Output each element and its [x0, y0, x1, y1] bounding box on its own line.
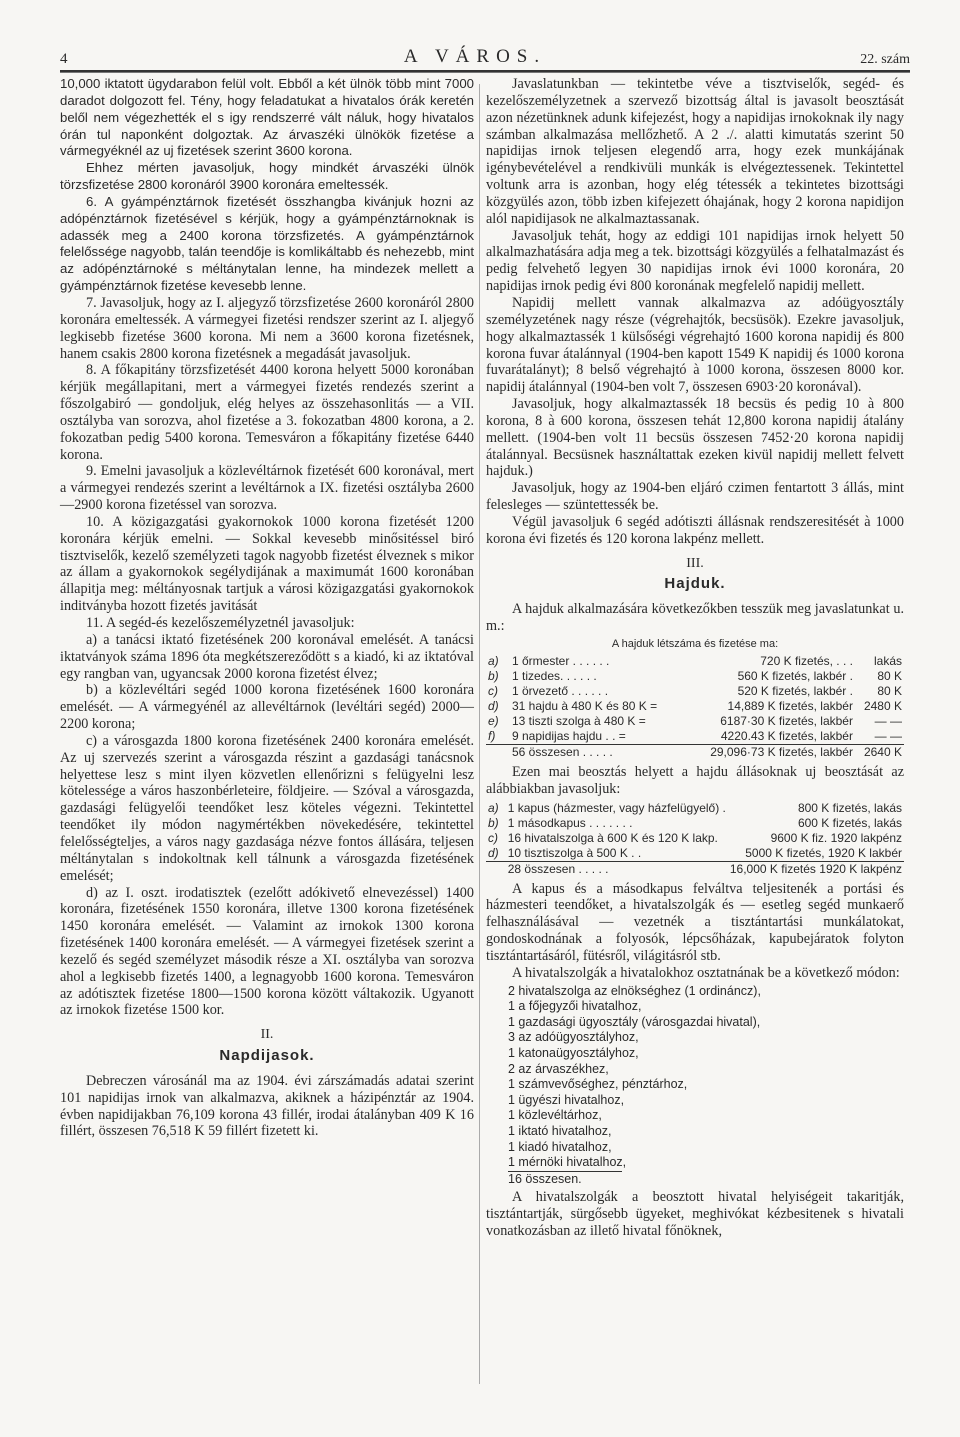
- hajduk-current-table: [486, 654, 904, 760]
- row-amount: 800 K fizetés, lakás: [797, 800, 902, 815]
- list-item: 1 számvevőséghez, pénztárhoz,: [508, 1077, 688, 1092]
- row-amount: 5000 K fizetés, 1920 K lakbér: [745, 845, 902, 860]
- row-description: 1 örvezető . . . . . .: [512, 683, 609, 698]
- paragraph: 8. A főkapitány törzsfizetését 4400 korona helyett 5000 koronában kérjük megállapitani, mert a vármegyei fizetés rendezés szerint a főszolgabiró — gondoljuk, elég helyes az összehasonlitás — a VII. osztályba van sorozva, ahol fizetése a 3. fokozatban 4800 korona, a 2. fokozatban pedig 5400 korona. Temesváron a főkapitány fizetése 6440 korona.: [60, 362, 474, 463]
- row-mark: b): [488, 668, 499, 683]
- table-row: [486, 816, 904, 831]
- list-item: 2 az árvaszékhez,: [508, 1061, 609, 1076]
- table-row: [486, 669, 904, 684]
- paragraph: A hivatalszolgák a hivatalokhoz osztatnának be a következő módon:: [512, 964, 900, 981]
- list-item: 1 gazdasági ügyosztály (városgazdai hivatal),: [508, 1014, 761, 1029]
- total-amount: 29,096·73 K fizetés, lakbér: [684, 744, 855, 760]
- row-description: 9 napidijas hajdu . . =: [512, 728, 626, 743]
- right-column: [486, 76, 904, 1240]
- row-description: 10 tisztiszolga à 500 K . .: [507, 845, 642, 860]
- row-extra: lakás: [873, 653, 902, 668]
- list-item: 1 iktató hivatalhoz,: [508, 1123, 612, 1138]
- row-description: 1 tizedes. . . . . .: [512, 668, 597, 683]
- table-row: [486, 714, 904, 729]
- list-item: 2 hivatalszolga az elnökséghez (1 ordináncz),: [508, 983, 761, 998]
- paragraph: 10. A közigazgatási gyakornokok 1000 korona fizetését 1200 koronára kérjük emelni. — Sokkal kevesebb minősitéssel biró tisztviselők, kezelő személyzeti tagok nagyobb fizetést élveznek s mikor az állam a gyakornokok segélydijának a maximumát 1600 koronában állapitja meg: méltányosnak tartjuk a városi közigazgatási gyakornokok inditványba hozott fizetés javitását: [60, 513, 474, 615]
- row-description: 1 őrmester . . . . . .: [512, 653, 610, 668]
- row-extra: — —: [874, 713, 902, 728]
- row-mark: d): [488, 698, 499, 713]
- table-row: [486, 654, 904, 669]
- row-extra: — —: [874, 728, 902, 743]
- list-item: 3 az adóügyosztályhoz,: [508, 1030, 639, 1045]
- row-mark: c): [488, 683, 498, 698]
- table-total-row: [486, 744, 904, 760]
- table-row: [486, 684, 904, 699]
- table-row: [486, 831, 904, 846]
- paragraph: A hajduk alkalmazására következőkben tesszük meg javaslatunkat u. m.:: [486, 601, 904, 635]
- total-description: 56 összesen . . . . .: [510, 744, 684, 760]
- list-item: 1 ügyészi hivatalhoz,: [508, 1092, 625, 1107]
- paragraph: 9. Emelni javasoljuk a közlevéltárnok fizetését 600 koronával, mert a vármegyei rendezés szerint a levéltárnok a IX. fizetési osztályba 2600—2900 korona fizetéssel van sorozva.: [60, 463, 474, 514]
- left-column: [60, 76, 474, 1140]
- row-mark: e): [488, 713, 499, 728]
- paragraph: 11. A segéd-és kezelőszemélyzetnél javasoljuk:: [86, 615, 355, 631]
- section-number: III.: [686, 555, 704, 571]
- row-description: 31 hajdu à 480 K és 80 K =: [512, 698, 658, 713]
- table-row: [486, 846, 904, 862]
- paragraph: Javasoljuk, hogy alkalmaztassék 18 becsüs és pedig 10 à 800 korona, 8 à 600 korona, összesen tehát 12,800 korona napidij átalány mellett. (1904-ben volt 11 becsüs összesen 7452·20 korona napidij átalánnyal. Becsüsnek használtattak ezeken kivül napidij mellett felvett hajduk.): [486, 396, 904, 480]
- total-description: 28 összesen . . . . .: [506, 861, 728, 877]
- paragraph: Debreczen városánál ma az 1904. évi zárszámadás adatai szerint 101 napidijas irnok van alkalmazva, akiknek a házipénztár az 1904. évben napidijakban 76,109 korona 43 fillér, irodai átalányban 409 K 16 fillért, összesen 76,518 K 59 fillért fizetett ki.: [60, 1072, 474, 1140]
- header-rule: [60, 72, 910, 73]
- row-description: 1 kapus (házmester, vagy házfelügyelő) .: [507, 800, 726, 815]
- row-mark: b): [488, 815, 499, 830]
- table-row: [486, 729, 904, 745]
- paragraph: 7. Javasoljuk, hogy az I. aljegyző törzsfizetése 2600 koronáról 2800 koronára emeltessék. A vármegyei fizetési rendszer szerint az I. aljegyő legkisebb fizetése 3600 korona. Mi nem a 3600 korona fizetésnek, hanem csakis 2800 korona fizetésnek a megadását javasoljuk.: [60, 294, 474, 362]
- section-title: Hajduk.: [664, 575, 726, 593]
- page-header: [60, 44, 910, 72]
- assignment-list: [508, 984, 904, 1188]
- row-mark: a): [488, 653, 499, 668]
- row-amount: 520 K fizetés, lakbér .: [737, 683, 853, 698]
- list-total: 16 összesen.: [508, 1171, 622, 1188]
- row-amount: 4220.43 K fizetés, lakbér: [720, 728, 853, 743]
- row-description: 13 tiszti szolga à 480 K =: [512, 713, 646, 728]
- paragraph: Javasoljuk tehát, hogy az eddigi 101 napidijas irnok helyett 50 alkalmazhatására adja meg a tek. bizottsági közgyülés a felhatalmazást és pedig felvehető legyen 30 napidijas irnok évi 1000 koronára, 20 napidijas irnok pedig évi 800 koronának megfelelő napidij mellett.: [486, 227, 904, 295]
- paragraph: Végül javasoljuk 6 segéd adótiszti állásnak rendszeresitését à 1000 korona évi fizetés és 120 korona lakpénz mellett.: [486, 513, 904, 547]
- list-item: 1 kiadó hivatalhoz,: [508, 1139, 612, 1154]
- table-title: A hajduk létszáma és fizetése ma:: [611, 638, 779, 650]
- paragraph: Napidij mellett vannak alkalmazva az adóügyosztály személyzetének nagy része (végrehajtók, becsüsök). Ezekre javasoljuk, hogy alkalmaztassék 1 külsőségi végrehajtó 1600 korona napidij és 800 korona fuvar átalánnyal (1904-ben kapott 1549 K napidij és 1000 korona fuvarátalányt); 8 belső végrehajtó à 1000 korona, összesen 8000 kor. napidij átalánnyal (1904-ben volt 7, összesen 6903·20 koronával).: [486, 294, 904, 396]
- paragraph: Ehhez mérten javasoljuk, hogy mindkét árvaszéki ülnök törzsfizetése 2800 koronáról 3900 koronára emeltessék.: [60, 160, 474, 193]
- row-extra: 80 K: [877, 668, 902, 683]
- list-item: 1 közlevéltárhoz,: [508, 1108, 602, 1123]
- section-number: II.: [260, 1027, 274, 1043]
- paragraph: c) a városgazda 1800 korona fizetésének 2400 koronára emelését. Az uj szervezés szerint a városgazda részint a gazdasági tanácsnok helyettese lesz s mint ilyen közvetlen ellenőrizni s felügyelni lesz kötelessége a város haszonbérleteire, földjeire. — Szóval a városgazda, gazdasági felügyelői teendőket lesz köteles végezni. Tekintettel teendőket ily módon nagymértékben növekedésére, tekintettel felelősségteljes, a város nagy gazdasága nézve fontos állására, teljesen méltánytalan s indokoltnak kell tálnunk a városgazda fizetésének emelését;: [60, 732, 474, 884]
- paragraph: a) a tanácsi iktató fizetésének 200 koronával emelését. A tanácsi iktatványok száma 1896 óta megkétszereződött s a kiadó, ki az iktatóval egy rangban van, ugyancsak 2000 korona fizetést élvez;: [60, 631, 474, 682]
- paragraph: Javaslatunkban — tekintetbe véve a tisztviselők, segéd- és kezelőszemélyzetnek a szervező bizottság által is javasolt beosztását azon nézetünknek adunk kifejezést, hogy a napidijas irnokoknak ily nagy számban alkalmazása mellőzhető. A 2 ./. alatti kimutatás szerint 50 napidijas irnok teljesen elegendő arra, hogy ezek munkájának igénybevételével a rendkivüli munkák is elvégeztessenek. Tekintettel voltunk arra is azonban, hogy elég tétessék a tekintetes bizottsági közgyülés azon, több izben kifejezett óhajának, hogy 2 korona napidijon alól napidijasok ne alkalmaztassanak.: [486, 76, 904, 227]
- row-mark: f): [488, 728, 496, 743]
- row-description: 16 hivatalszolga à 600 K és 120 K lakp.: [507, 830, 718, 845]
- list-item: 1 mérnöki hivatalhoz,: [508, 1155, 627, 1170]
- row-mark: c): [488, 830, 498, 845]
- row-mark: a): [488, 800, 499, 815]
- issue-number: 22. szám: [860, 52, 910, 67]
- list-total-row: [508, 1171, 904, 1188]
- row-extra: 80 K: [877, 683, 902, 698]
- section-title: Napdijasok.: [219, 1047, 315, 1065]
- paragraph: A hivatalszolgák a beosztott hivatal helyiségeit takaritják, tisztántartják, sürgősebb ügyeket, meghivókat kézbesitenek s hivatali vonatkozásban az illető hivatal főnöknek,: [486, 1189, 904, 1239]
- row-extra: 2480 K: [863, 698, 902, 713]
- row-amount: 14,889 K fizetés, lakbér: [727, 698, 853, 713]
- row-amount: 6187·30 K fizetés, lakbér: [720, 713, 853, 728]
- newspaper-title: A VÁROS.: [403, 46, 547, 67]
- table-total-row: [486, 861, 904, 877]
- list-item: 1 a főjegyzői hivatalhoz,: [508, 999, 642, 1014]
- list-item: 1 katonaügyosztályhoz,: [508, 1045, 639, 1060]
- paragraph: Javasoljuk, hogy az 1904-ben eljáró czimen fentartott 3 állás, mint felesleges — szüntettessék be.: [486, 480, 904, 514]
- column-divider: [479, 84, 480, 1384]
- right-paragraphs: [486, 76, 904, 548]
- paragraph: Ezen mai beosztás helyett a hajdu állásoknak uj beosztását az alábbiakban javasoljuk:: [486, 763, 904, 797]
- row-amount: 560 K fizetés, lakbér .: [737, 668, 853, 683]
- row-mark: [486, 861, 506, 877]
- paragraph: d) az I. oszt. irodatisztek (ezelőtt adókivető elnevezéssel) 1400 koronára, fizetésének 1550 koronára, illetve 1300 korona fizetésének 1450 koronára emelését. — Valamint az irnokok 1300 korona fizetésének 1400 koronára emelését. — A vármegyei fizetések szerint a kezelő és segéd személyzet második része a XI. osztályba van sorozva ahol a legkisebb fizetés 1400, a legnagyobb 1600 korona. Temesváron az adótisztek fizetése 1800—1500 korona között váltakozik. Ugyanott az irnokok fizetése 1500 kor.: [60, 884, 474, 1019]
- total-amount: 16,000 K fizetés 1920 K lakpénz: [729, 861, 902, 876]
- row-amount: 9600 K fiz. 1920 lakpénz: [770, 830, 902, 845]
- row-amount: 720 K fizetés, . . .: [760, 653, 853, 668]
- row-amount: 600 K fizetés, lakás: [797, 815, 902, 830]
- paragraph: b) a közlevéltári segéd 1000 korona fizetésének 1600 koronára emelését. — A vármegyénél az allevéltárnok (levéltári segéd) 2000—2200 korona;: [60, 682, 474, 733]
- paragraph: A kapus és a másodkapus felváltva teljesitenék a portási és házmesteri teendőket, a hivatalszolgák és — esetleg segéd munkaerő felhasználásával — vezetnék a tisztántartási munkálatokat, gondoskodnának a folyosók, lépcsőházak, kapubejáratok folyton tisztántartásáról, fütésről, világitásról stb.: [486, 880, 904, 964]
- page-number: 4: [60, 51, 68, 67]
- left-paragraphs: [60, 76, 474, 1019]
- total-extra: 2640 K: [855, 744, 904, 760]
- paragraph: 6. A gyámpénztárnok fizetését összhangba kivánjuk hozni az adópénztárnok fizetésével s kérjük, hogy a gyámpénztárnoknak is adassék meg a 2400 korona törzsfizetés. A gyámpénztárnok felelőssége nagyobb, talán teendője is komlikáltabb és nehezebb, mint az adópénztárnoké s méltánytalan lenne, ha mindezek mellett a gyámpénztárnok fizetése kevesebb lenne.: [60, 193, 474, 294]
- row-mark: [486, 744, 510, 760]
- paragraph: 10,000 iktatott ügydarabon felül volt. Ebből a két ülnök több mint 7000 daradot dolgozott fel. Tény, hogy feladatukat a hivatalos órák keretén belől nem végezhették el s igy rendszerré vált náluk, hogy hivatalos órán tul naponként dolgoztak. Az árvaszéki ülnökök fizetése a vármegyéknél az uj fizetések szerint 3600 korona.: [60, 76, 474, 159]
- row-description: 1 másodkapus . . . . . . .: [507, 815, 633, 830]
- table-row: [486, 699, 904, 714]
- hajduk-proposed-table: [486, 801, 904, 877]
- table-row: [486, 801, 904, 816]
- row-mark: d): [488, 845, 499, 860]
